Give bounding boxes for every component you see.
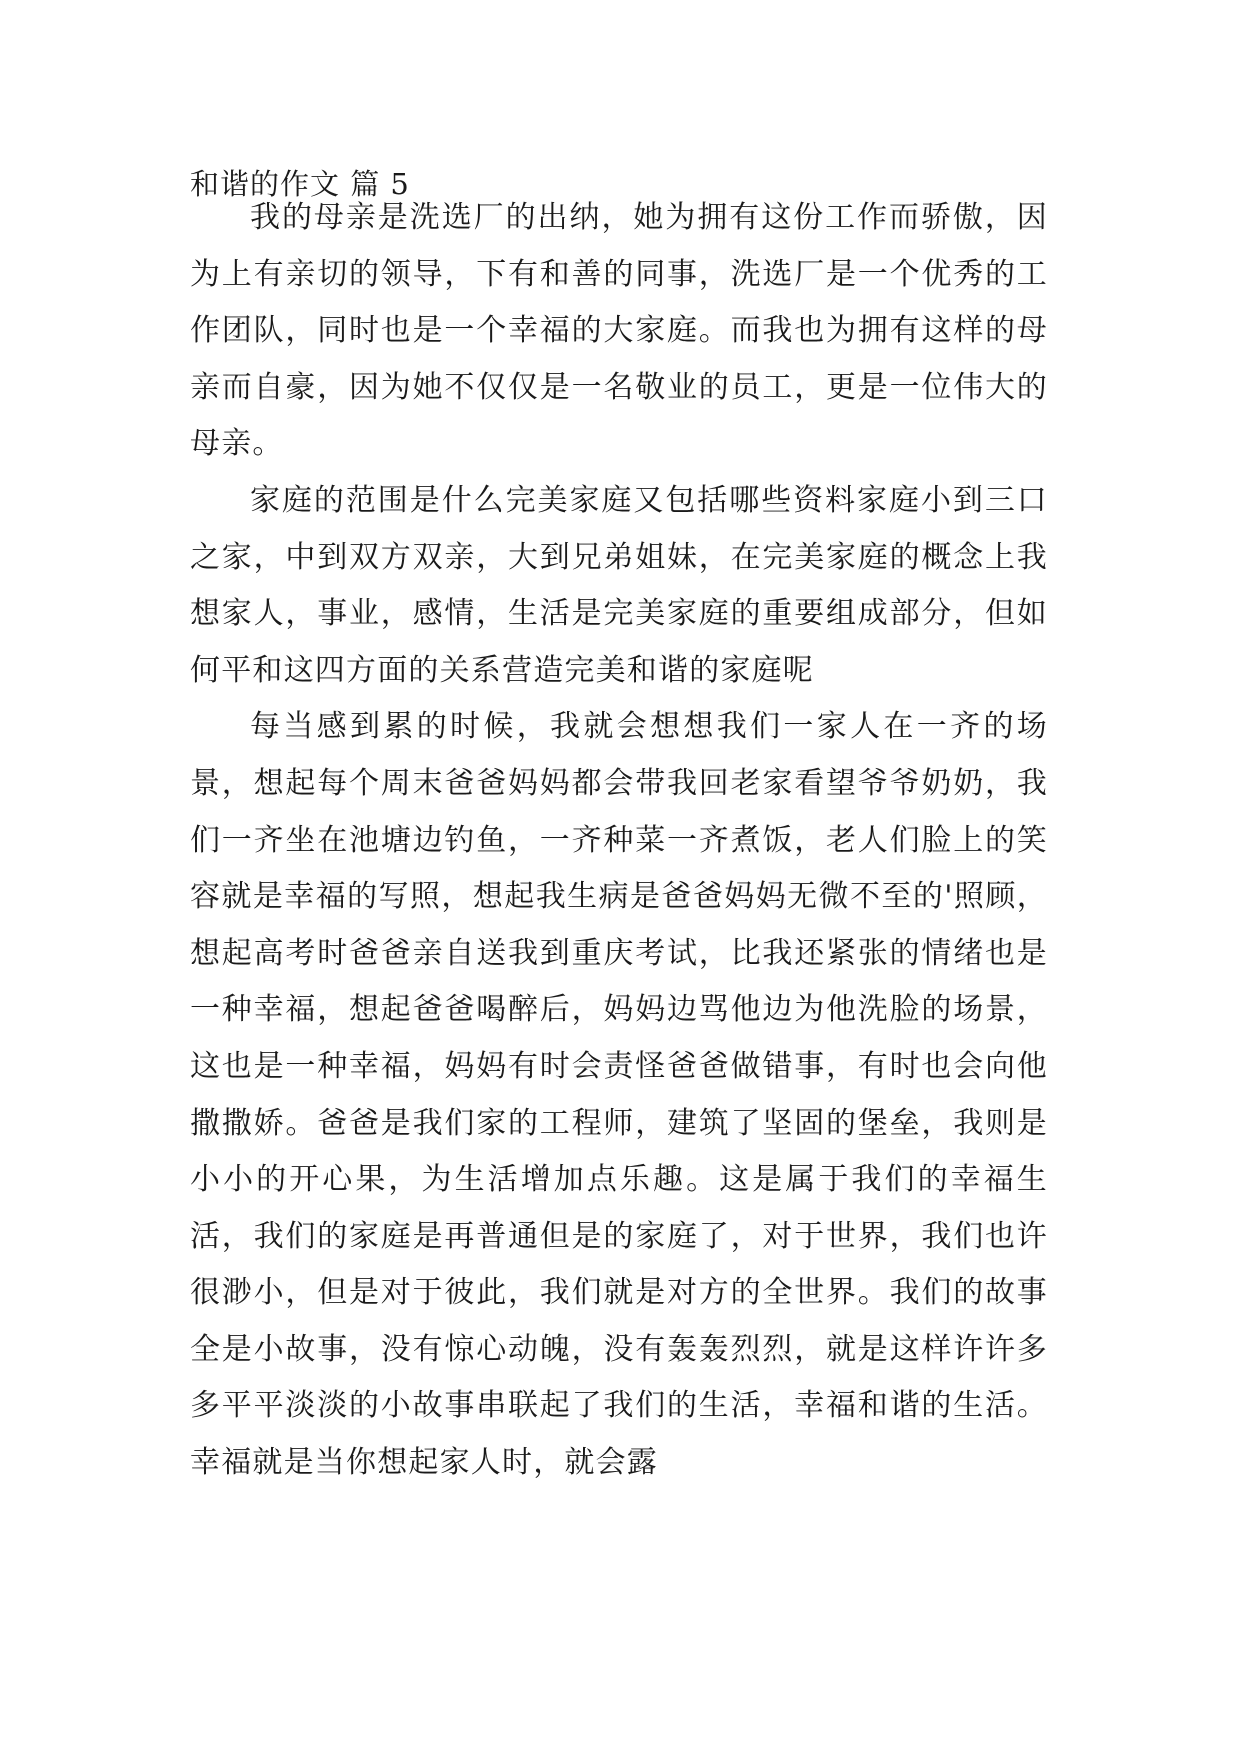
paragraph-family-scope: 家庭的范围是什么完美家庭又包括哪些资料家庭小到三口之家，中到双方双亲，大到兄弟姐妹，在完美家庭的概念上我想家人，事业，感情，生活是完美家庭的重要组成部分，但如何平和这四方面的关系营造完美和谐的家庭呢 — [190, 482, 1048, 688]
paragraph-mother: 我的母亲是洗选厂的出纳，她为拥有这份工作而骄傲，因为上有亲切的领导，下有和善的同事，洗选厂是一个优秀的工作团队，同时也是一个幸福的大家庭。而我也为拥有这样的母亲而自豪，因为她不仅仅是一名敬业的员工，更是一位伟大的母亲。 — [190, 200, 1048, 462]
document-body — [190, 190, 1048, 1492]
paragraph-family-memories: 每当感到累的时候，我就会想想我们一家人在一齐的场景，想起每个周末爸爸妈妈都会带我回老家看望爷爷奶奶，我们一齐坐在池塘边钓鱼，一齐种菜一齐煮饭，老人们脸上的笑容就是幸福的写照，想起我生病是爸爸妈妈无微不至的'照顾，想起高考时爸爸亲自送我到重庆考试，比我还紧张的情绪也是一种幸福，想起爸爸喝醉后，妈妈边骂他边为他洗脸的场景，这也是一种幸福，妈妈有时会责怪爸爸做错事，有时也会向他撒撒娇。爸爸是我们家的工程师，建筑了坚固的堡垒，我则是小小的开心果，为生活增加点乐趣。这是属于我们的幸福生活，我们的家庭是再普通但是的家庭了，对于世界，我们也许很渺小，但是对于彼此，我们就是对方的全世界。我们的故事全是小故事，没有惊心动魄，没有轰轰烈烈，就是这样许许多多平平淡淡的小故事串联起了我们的生活，幸福和谐的生活。幸福就是当你想起家人时，就会露 — [190, 709, 1048, 1481]
document-title: 和谐的作文 篇 5 — [190, 167, 410, 201]
